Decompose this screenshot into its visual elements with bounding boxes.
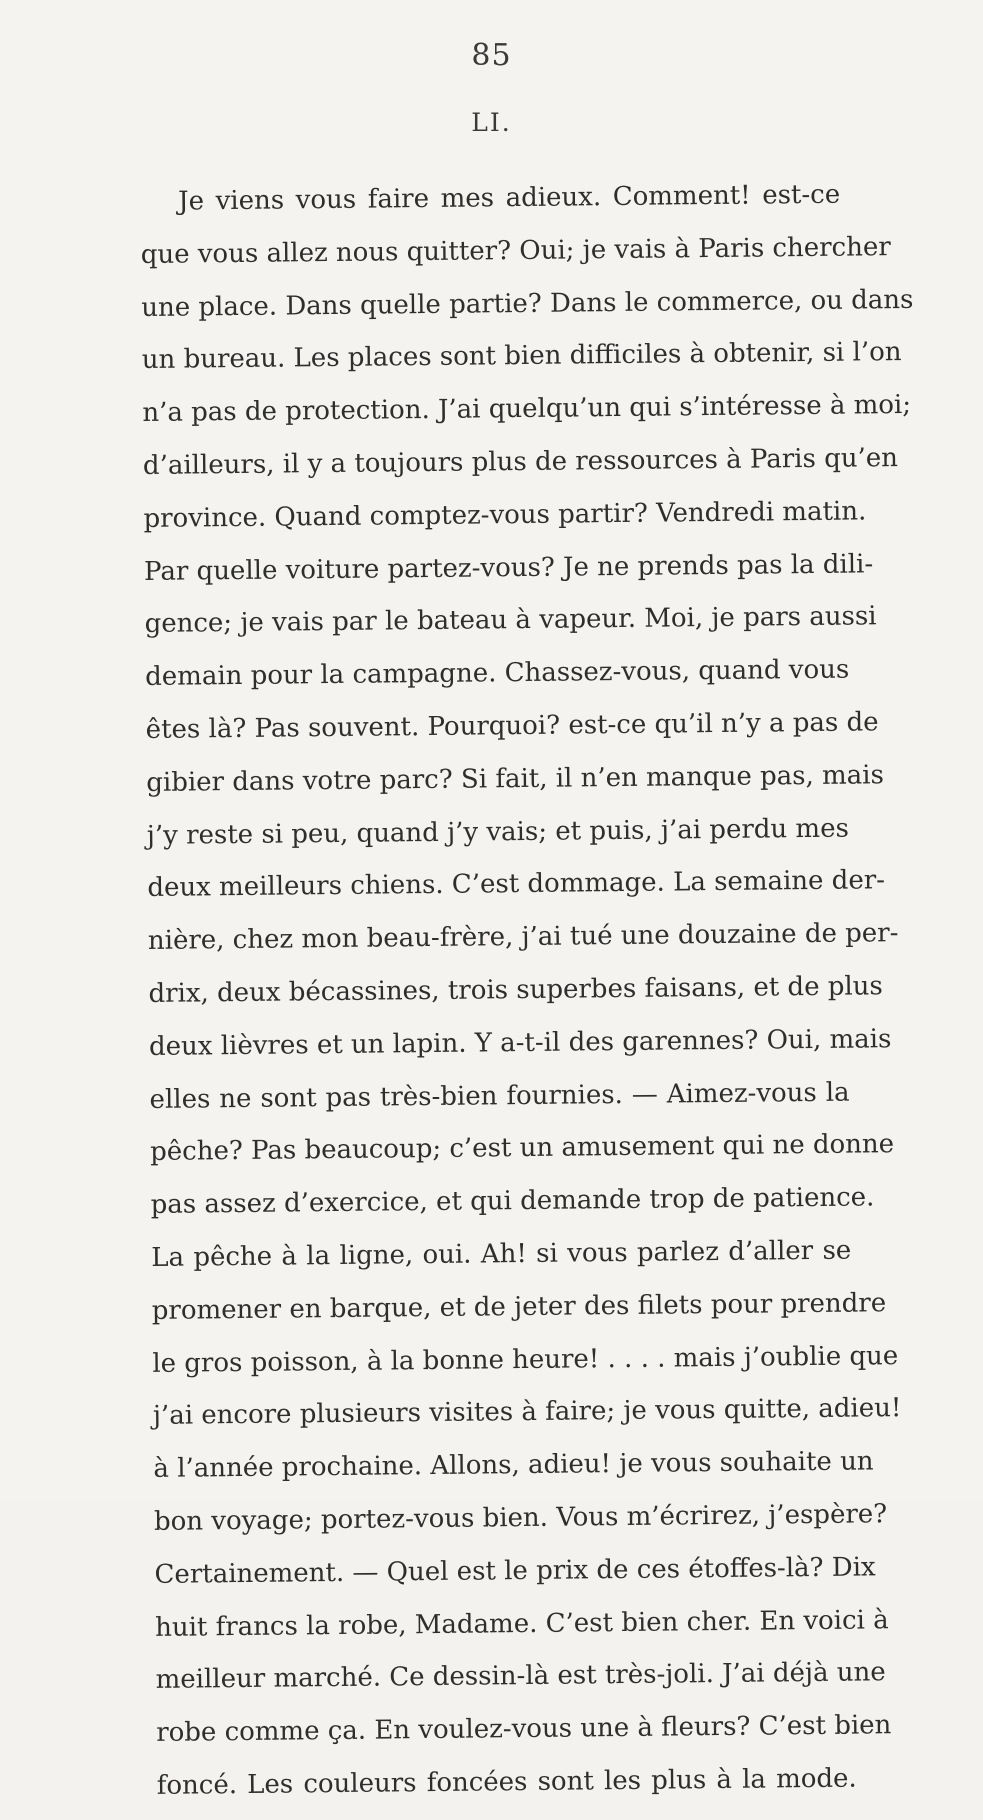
body-text <box>140 176 914 1820</box>
text-line: que vous allez nous quitter? Oui; je vais à Paris chercher <box>140 231 891 270</box>
text-line: elles ne sont pas très-bien fournies. — Aimez-vous la <box>149 1077 850 1115</box>
text-line: promener en barque, et de jeter des filets pour prendre <box>151 1287 887 1326</box>
text-line: un bureau. Les places sont bien difficiles à obtenir, si l’on <box>141 337 902 376</box>
page-number: 85 <box>471 38 512 73</box>
text-line: une place. Dans quelle partie? Dans le commerce, ou dans <box>141 284 914 323</box>
text-line: Certainement. — Quel est le prix de ces étoffes-là? Dix <box>154 1552 876 1590</box>
text-line: gibier dans votre parc? Si fait, il n’en manque pas, mais <box>146 760 884 798</box>
text-line: n’a pas de protection. J’ai quelqu’un qui s’intéresse à moi; <box>142 390 912 429</box>
text-line: La pêche à la ligne, oui. Ah! si vous parlez d’aller se <box>151 1235 852 1273</box>
text-line: d’ailleurs, il y a toujours plus de ressources à Paris qu’en <box>142 443 899 481</box>
text-line: j’y reste si peu, quand j’y vais; et puis, j’ai perdu mes <box>146 813 849 851</box>
text-line: êtes là? Pas souvent. Pourquoi? est-ce qu’il n’y a pas de <box>145 707 879 745</box>
text-line: Je viens vous faire mes adieux. Comment! est-ce <box>178 179 841 217</box>
text-line: gence; je vais par le bateau à vapeur. Moi, je pars aussi <box>144 601 877 640</box>
text-line: nière, chez mon beau-frère, j’ai tué une douzaine de per- <box>147 918 899 957</box>
text-line: j’ai encore plusieurs visites à faire; je vous quitte, adieu! <box>152 1393 902 1432</box>
text-line: à l’année prochaine. Allons, adieu! je vous souhaite un <box>153 1446 874 1485</box>
text-line: province. Quand comptez-vous partir? Vendredi matin. <box>143 496 867 534</box>
text-line: Par quelle voiture partez-vous? Je ne prends pas la dili- <box>143 548 874 587</box>
text-line: meilleur marché. Ce dessin-là est très-joli. J’ai déjà une <box>155 1657 886 1696</box>
text-line: foncé. Les couleurs foncées sont les plus à la mode. <box>156 1763 857 1801</box>
text-line: pas assez d’exercice, et qui demande trop de patience. <box>150 1182 875 1221</box>
text-line: robe comme ça. En voulez-vous une à fleurs? C’est bien <box>156 1710 892 1749</box>
text-line: demain pour la campagne. Chassez-vous, quand vous <box>145 654 850 693</box>
text-line: huit francs la robe, Madame. C’est bien cher. En voici à <box>154 1604 889 1643</box>
text-line: deux lièvres et un lapin. Y a-t-il des garennes? Oui, mais <box>148 1023 892 1062</box>
text-line: drix, deux bécassines, trois superbes faisans, et de plus <box>148 971 883 1009</box>
section-title: LI. <box>471 108 512 137</box>
text-line: pêche? Pas beaucoup; c’est un amusement qui ne donne <box>149 1129 895 1168</box>
text-line: le gros poisson, à la bonne heure! . . . . mais j’oublie que <box>152 1340 899 1379</box>
text-line: bon voyage; portez-vous bien. Vous m’écrirez, j’espère? <box>153 1499 888 1537</box>
text-line: deux meilleurs chiens. C’est dommage. La semaine der- <box>147 865 886 904</box>
